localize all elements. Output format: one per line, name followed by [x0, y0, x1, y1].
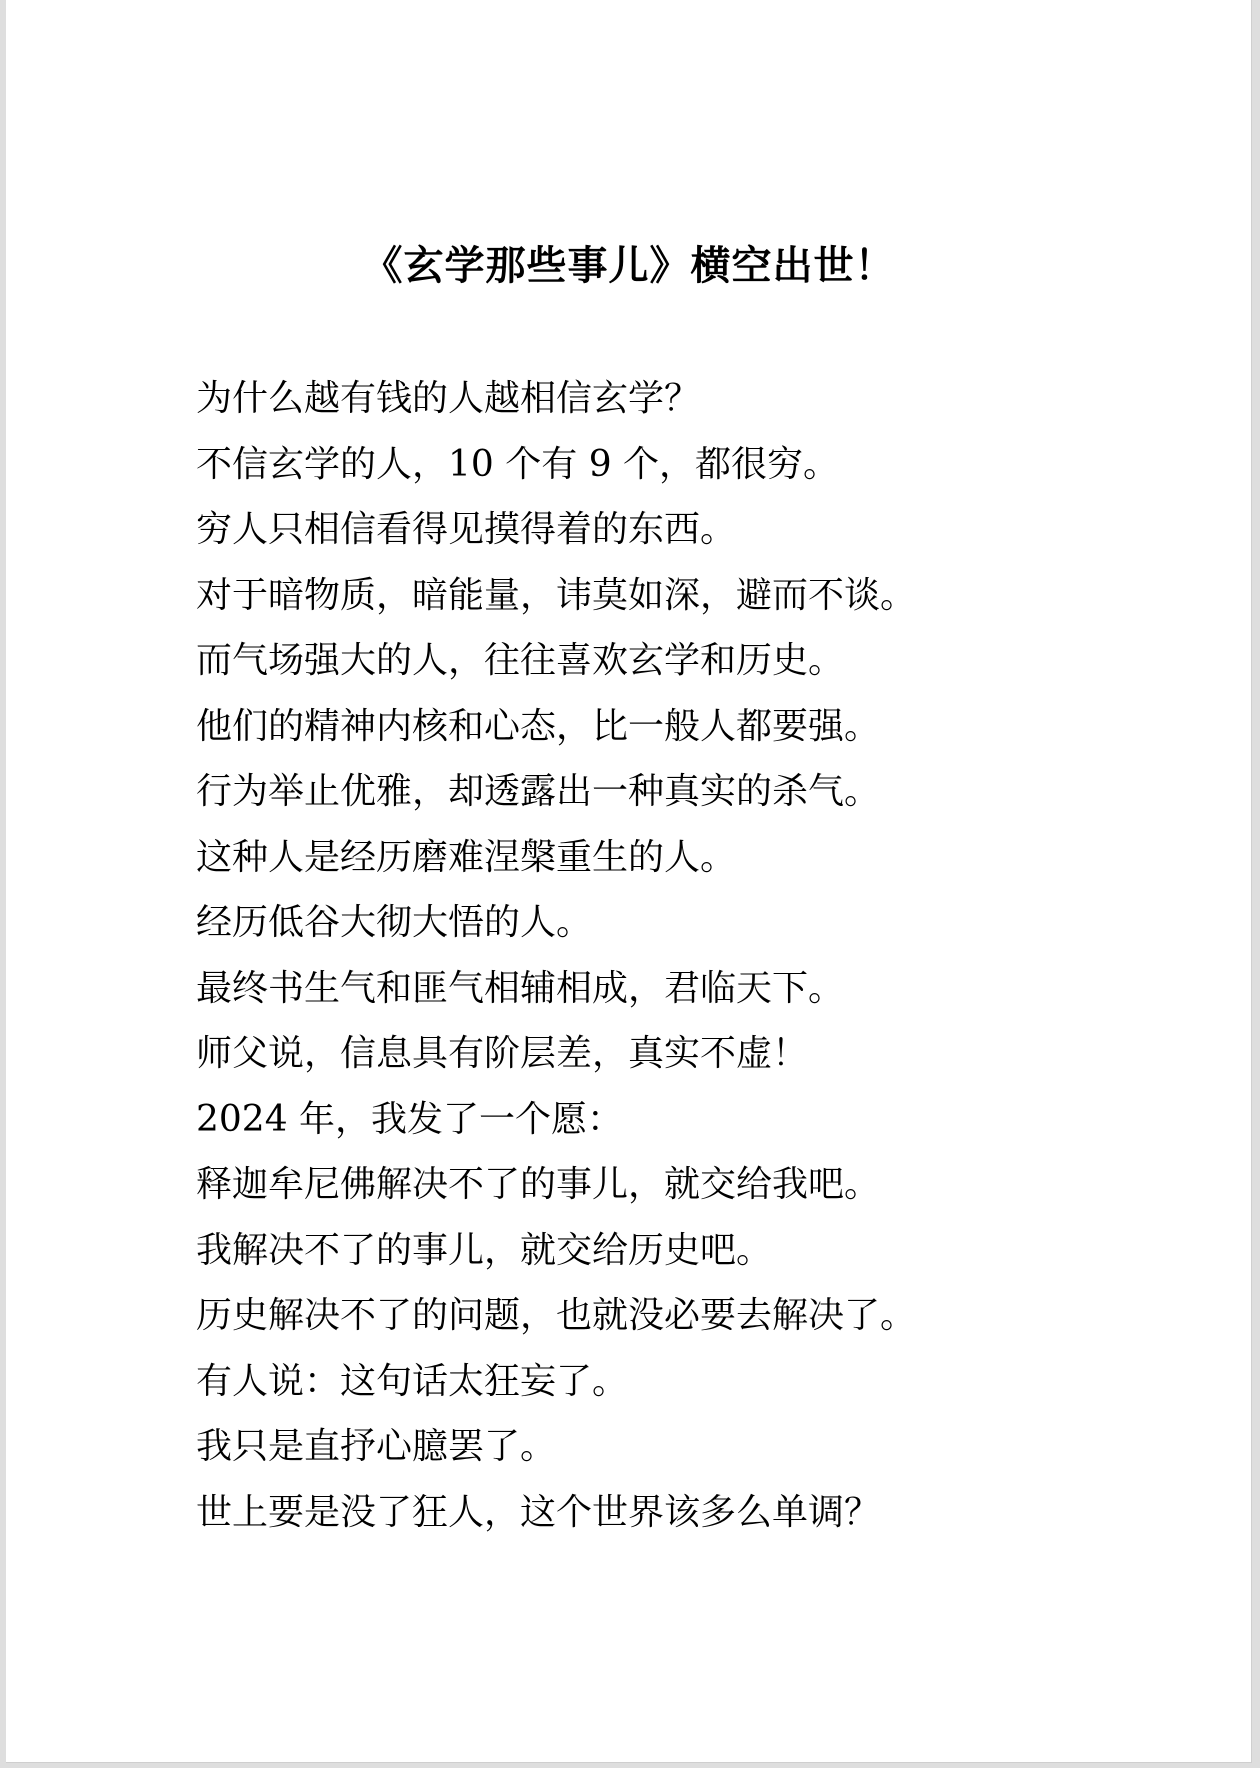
- text-line: 经历低谷大彻大悟的人。: [196, 902, 593, 943]
- text-line: 对于暗物质，暗能量，讳莫如深，避而不谈。: [196, 574, 917, 616]
- text-line: 行为举止优雅，却透露出一种真实的杀气。: [196, 771, 881, 812]
- document-title: 《玄学那些事儿》横空出世！: [362, 243, 896, 289]
- text-line: 2024 年，我发了一个愿：: [196, 1098, 624, 1140]
- text-line: 他们的精神内核和心态，比一般人都要强。: [196, 705, 881, 747]
- text-line: 有人说：这句话太狂妄了。: [196, 1360, 629, 1402]
- text-line: 释迦牟尼佛解决不了的事儿，就交给我吧。: [196, 1164, 881, 1205]
- text-line: 师父说，信息具有阶层差，真实不虚！: [196, 1033, 809, 1074]
- text-line: 为什么越有钱的人越相信玄学？: [196, 378, 701, 419]
- text-line: 最终书生气和匪气相辅相成，君临天下。: [196, 967, 845, 1009]
- document-body: [196, 366, 1156, 1545]
- text-line: 历史解决不了的问题，也就没必要去解决了。: [196, 1295, 917, 1336]
- text-line: 我只是直抒心臆罢了。: [196, 1426, 557, 1467]
- text-line: 不信玄学的人，10 个有 9 个，都很穷。: [196, 443, 840, 485]
- text-line: 穷人只相信看得见摸得着的东西。: [196, 509, 737, 550]
- text-line: 这种人是经历磨难涅槃重生的人。: [196, 836, 737, 878]
- document-page: [6, 0, 1252, 1763]
- text-line: 我解决不了的事儿，就交给历史吧。: [196, 1229, 773, 1271]
- text-line: 世上要是没了狂人，这个世界该多么单调？: [196, 1491, 881, 1533]
- text-line: 而气场强大的人，往往喜欢玄学和历史。: [196, 640, 845, 681]
